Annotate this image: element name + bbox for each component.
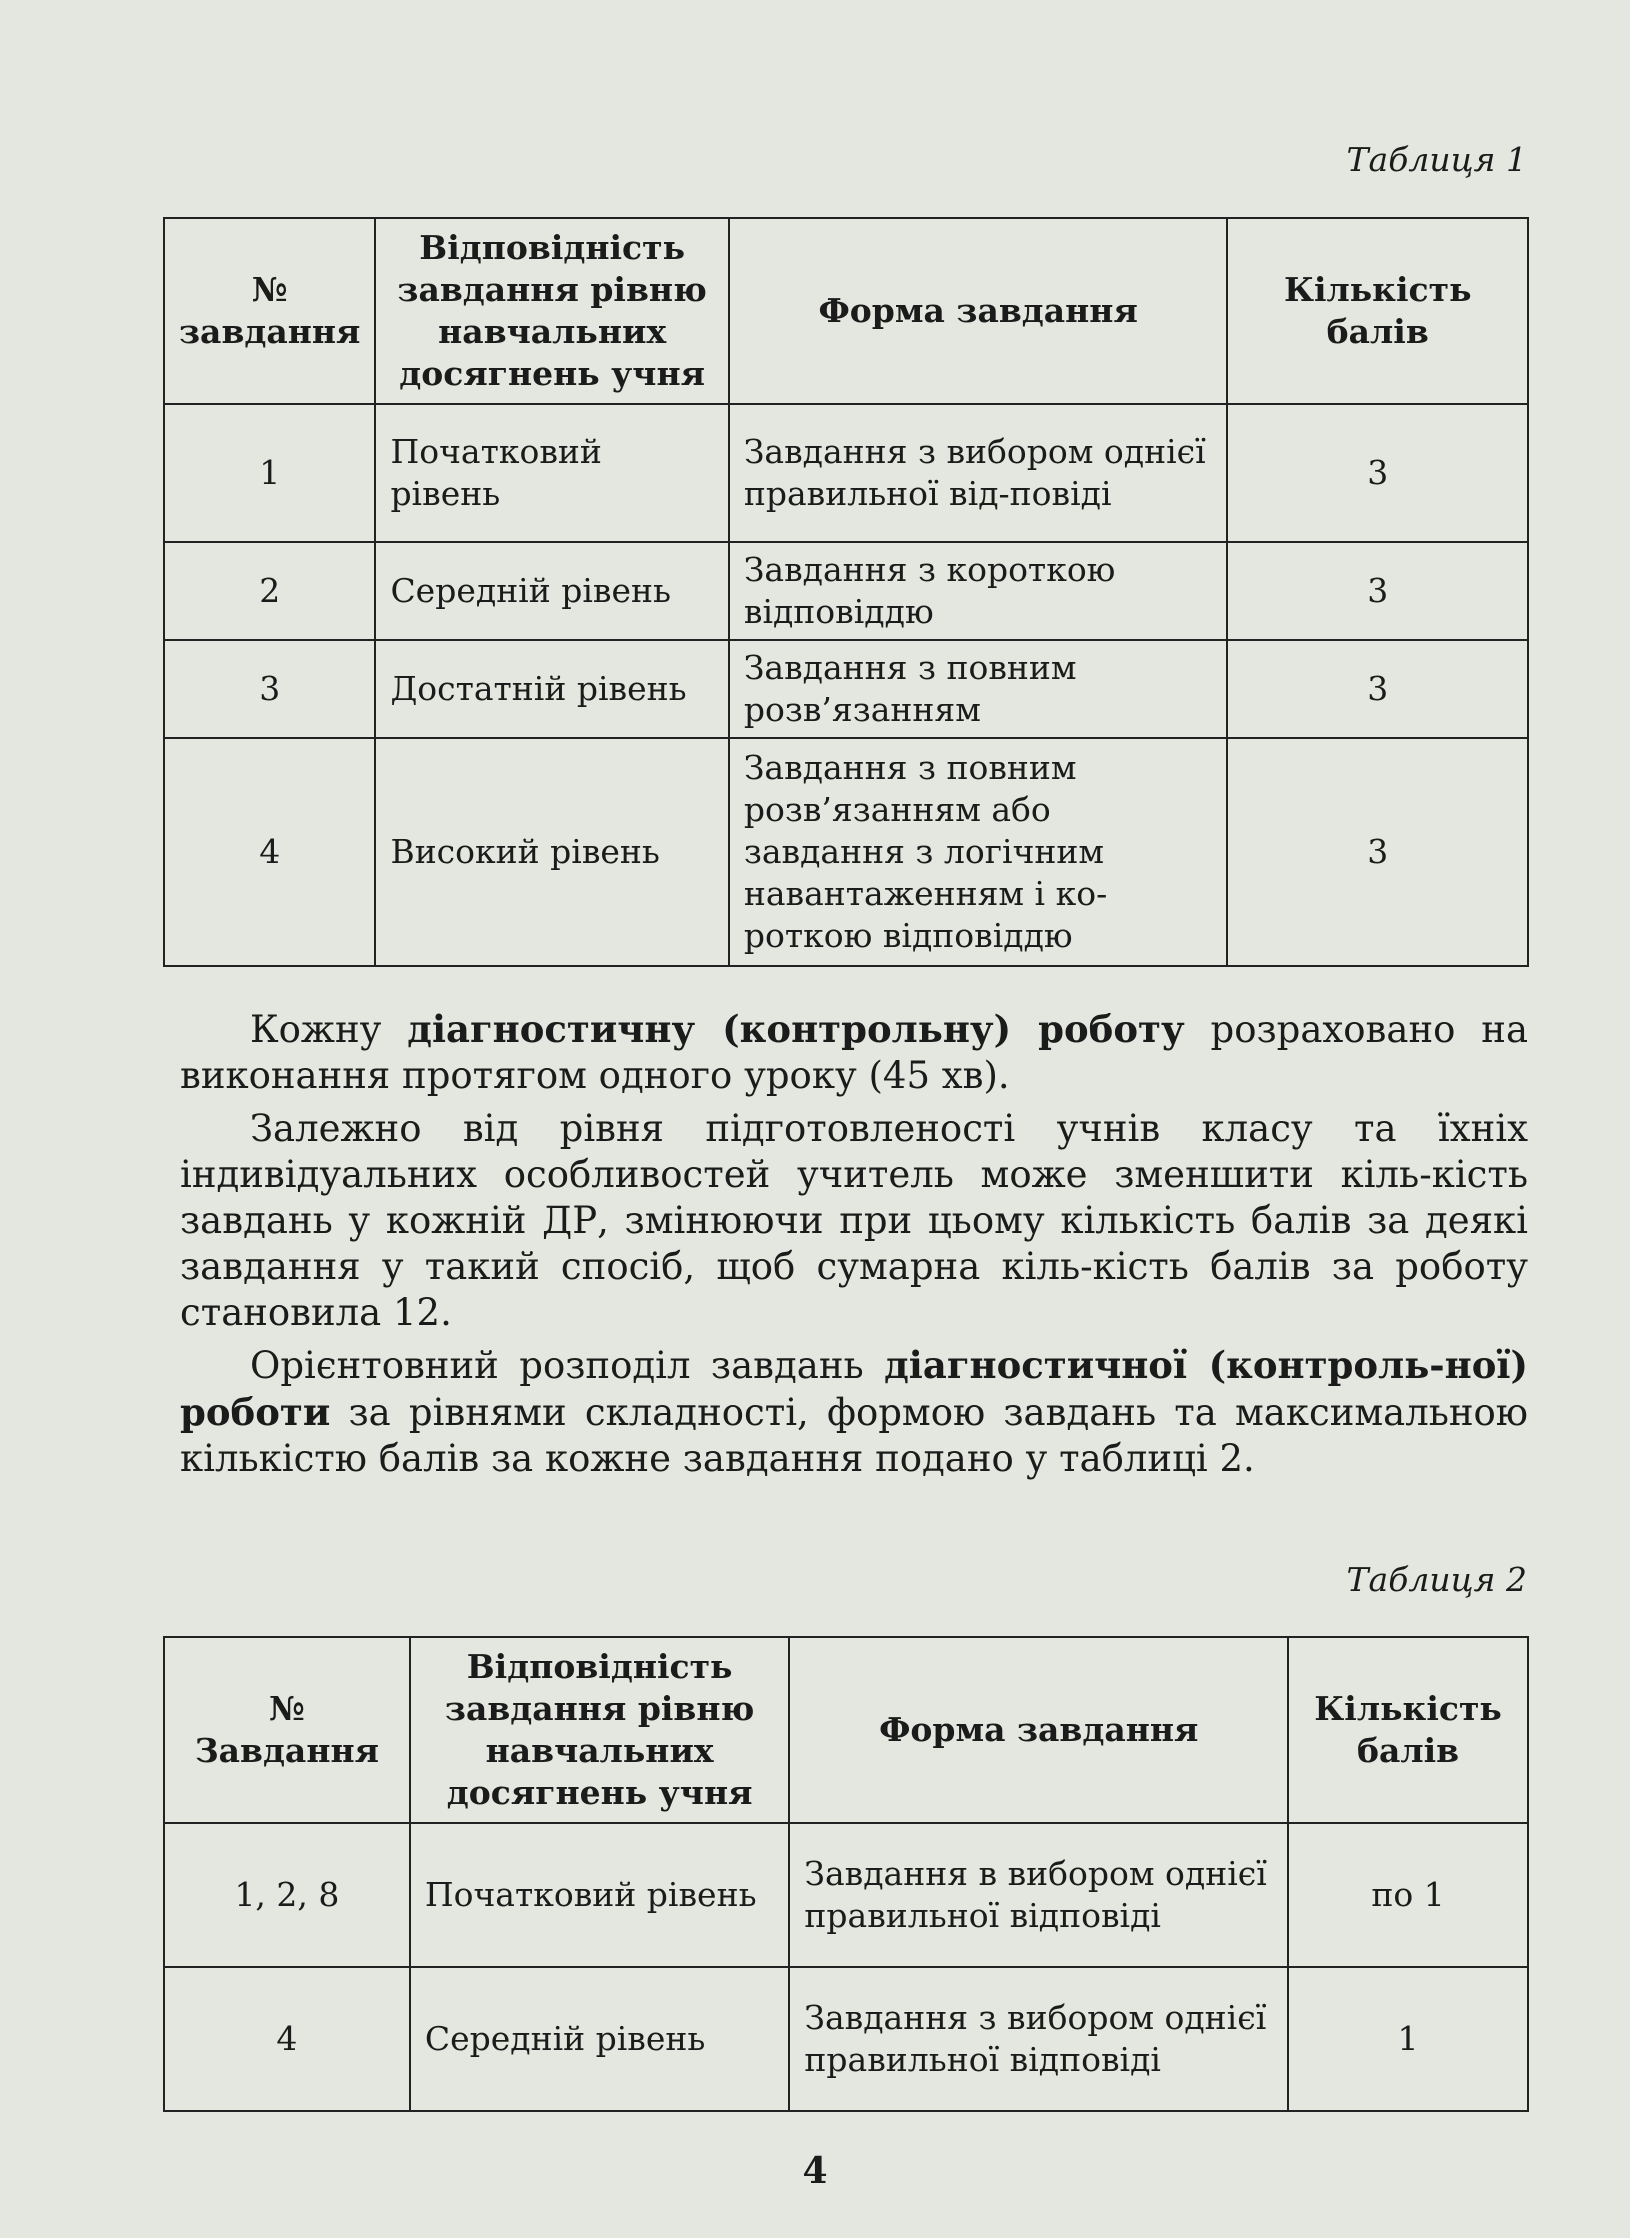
table1 (163, 217, 1529, 967)
row-score: 3 (1227, 404, 1528, 542)
table-row (164, 1823, 1528, 1967)
row-num: 4 (164, 1967, 410, 2111)
table-row (164, 542, 1528, 640)
table-row (164, 640, 1528, 738)
paragraph-2: Залежно від рівня підготовленості учнів класу та їхніх індивідуальних особливостей учитель може зменшити кіль-кість завдань у кожній ДР, змінюючи при цьому кількість балів за деякі завдання у такий спосіб, щоб сумарна кіль-кість балів за роботу становила 12. (180, 1107, 1528, 1334)
row-score: 3 (1227, 542, 1528, 640)
row-form: Завдання з вибором однієї правильної відповіді (789, 1967, 1288, 2111)
row-level: Початковий рівень (375, 404, 728, 542)
row-level: Початковий рівень (410, 1823, 790, 1967)
row-num: 1 (164, 404, 375, 542)
row-form: Завдання з короткою відповіддю (729, 542, 1228, 640)
table2-header-level: Відповідність завдання рівню навчальних досягнень учня (410, 1637, 790, 1823)
table2-header-row (164, 1637, 1528, 1823)
paragraph-3-bold: діагностичної (контроль-ної) роботи (180, 1343, 1528, 1434)
row-num: 1, 2, 8 (164, 1823, 410, 1967)
row-level: Достатній рівень (375, 640, 728, 738)
row-form: Завдання в вибором однієї правильної відповіді (789, 1823, 1288, 1967)
row-score: 1 (1288, 1967, 1528, 2111)
row-form: Завдання з вибором однієї правильної від-повіді (729, 404, 1228, 542)
table2-header-num: № Завдання (164, 1637, 410, 1823)
table2 (163, 1636, 1529, 2112)
table1-header-level: Відповідність завдання рівню навчальних досягнень учня (375, 218, 728, 404)
table-row (164, 404, 1528, 542)
row-score: по 1 (1288, 1823, 1528, 1967)
row-level: Середній рівень (375, 542, 728, 640)
paragraph-3-end: за рівнями складності, формою завдань та максимальною кількістю балів за кожне завдання подано у таблиці 2. (180, 1391, 1528, 1480)
table-row (164, 738, 1528, 966)
page-number: 4 (802, 2150, 828, 2192)
table2-header-form: Форма завдання (789, 1637, 1288, 1823)
paragraph-1-end: розраховано на виконання протягом одного уроку (45 хв). (180, 1008, 1528, 1097)
row-form: Завдання з повним розв’язанням (729, 640, 1228, 738)
table2-header-score: Кількість балів (1288, 1637, 1528, 1823)
table1-header-score: Кількість балів (1227, 218, 1528, 404)
table1-header-form: Форма завдання (729, 218, 1228, 404)
table-row (164, 1967, 1528, 2111)
table1-header-row (164, 218, 1528, 404)
table2-caption: Таблиця 2 (1346, 1560, 1527, 1599)
table1-header-num: № завдання (164, 218, 375, 404)
row-num: 3 (164, 640, 375, 738)
row-score: 3 (1227, 738, 1528, 966)
paragraph-1 (180, 1006, 1528, 1099)
paragraph-1-start: Кожну (250, 1008, 408, 1051)
row-num: 4 (164, 738, 375, 966)
row-score: 3 (1227, 640, 1528, 738)
row-level: Високий рівень (375, 738, 728, 966)
row-level: Середній рівень (410, 1967, 790, 2111)
paragraph-3 (180, 1342, 1528, 1482)
paragraph-1-bold: діагностичну (контрольну) роботу (407, 1007, 1185, 1051)
row-form: Завдання з повним розв’язанням або завдання з логічним навантаженням і ко-роткою відповіддю (729, 738, 1228, 966)
table1-caption: Таблиця 1 (1346, 140, 1527, 179)
paragraph-3-start: Орієнтовний розподіл завдань (250, 1344, 885, 1387)
row-num: 2 (164, 542, 375, 640)
